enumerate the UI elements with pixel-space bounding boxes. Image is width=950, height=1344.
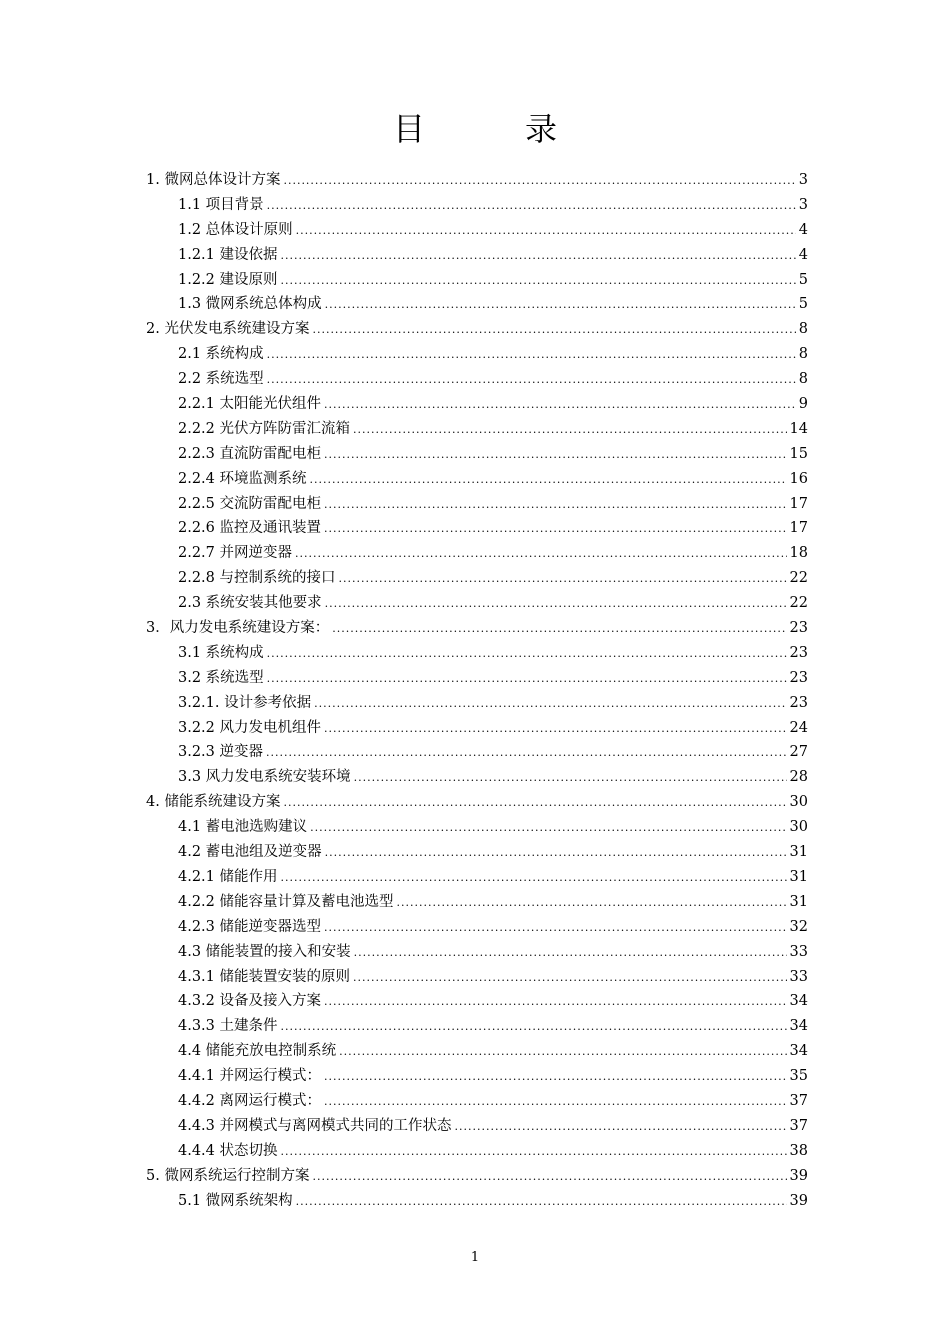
toc-entry-page: 5 [798,296,808,313]
toc-dot-leader [312,1165,786,1190]
toc-entry-page: 17 [789,495,808,512]
toc-dot-leader [310,816,786,841]
toc-entry-label: 2.2.3 直流防雷配电柜 [178,445,322,462]
toc-entry-page: 14 [789,420,808,437]
toc-dot-leader [397,891,787,916]
toc-dot-leader [296,219,796,244]
toc-entry[interactable] [146,317,808,342]
toc-entry[interactable] [146,292,808,317]
toc-entry-label: 3.2 系统选型 [178,669,264,686]
toc-dot-leader [354,766,787,791]
toc-entry-page: 23 [789,694,808,711]
toc-entry-label: 3.1 系统构成 [178,644,264,661]
toc-entry[interactable] [146,940,808,965]
toc-entry-page: 31 [789,844,808,861]
toc-entry[interactable] [146,1189,808,1214]
toc-entry-label: 2.2.4 环境监测系统 [178,470,307,487]
toc-entry[interactable] [146,691,808,716]
toc-entry-page: 30 [789,819,808,836]
page-title: 目 录 [392,110,591,148]
toc-dot-leader [295,542,787,567]
toc-entry[interactable] [146,218,808,243]
toc-entry-label: 2.2.7 并网逆变器 [178,545,293,562]
toc-entry[interactable] [146,666,808,691]
toc-entry-page: 18 [789,545,808,562]
toc-entry-page: 22 [789,595,808,612]
toc-entry-page: 39 [789,1192,808,1209]
toc-entry-label: 3.2.2 风力发电机组件 [178,719,322,736]
toc-entry-label: 4.3.1 储能装置安装的原则 [178,968,351,985]
toc-entry[interactable] [146,342,808,367]
toc-dot-leader [324,443,787,468]
toc-dot-leader [324,717,787,742]
toc-dot-leader [296,1190,787,1215]
toc-dot-leader [354,941,787,966]
toc-entry-label: 4.1 蓄电池选购建议 [178,819,308,836]
toc-entry-label: 4.3.2 设备及接入方案 [178,993,322,1010]
toc-entry[interactable] [146,815,808,840]
toc-dot-leader [283,169,795,194]
toc-entry-page: 37 [789,1092,808,1109]
toc-dot-leader [281,1015,787,1040]
toc-entry-page: 39 [789,1167,808,1184]
toc-entry[interactable] [146,616,808,641]
toc-entry-page: 32 [789,918,808,935]
toc-entry-page: 33 [789,968,808,985]
toc-entry[interactable] [146,1164,808,1189]
toc-dot-leader [324,990,787,1015]
toc-entry-label: 4. 储能系统建设方案 [146,794,281,811]
toc-dot-leader [324,916,787,941]
toc-entry[interactable] [146,516,808,541]
toc-entry[interactable] [146,965,808,990]
toc-entry-page: 8 [798,371,808,388]
toc-entry-label: 5. 微网系统运行控制方案 [146,1167,310,1184]
toc-entry-label: 1.2.1 建设依据 [178,246,278,263]
toc-entry[interactable] [146,790,808,815]
toc-entry-label: 2.2.6 监控及通讯装置 [178,520,322,537]
toc-dot-leader [267,368,796,393]
toc-entry-page: 38 [789,1142,808,1159]
toc-entry-label: 4.2.2 储能容量计算及蓄电池选型 [178,893,394,910]
toc-entry-page: 9 [798,396,808,413]
toc-dot-leader [324,393,796,418]
toc-entry-page: 31 [789,868,808,885]
toc-entry[interactable] [146,566,808,591]
toc-entry-page: 35 [789,1068,808,1085]
toc-entry[interactable] [146,915,808,940]
toc-entry-page: 30 [789,794,808,811]
toc-entry[interactable] [146,1114,808,1139]
toc-entry-label: 4.4 储能充放电控制系统 [178,1043,337,1060]
toc-entry-label: 2. 光伏发电系统建设方案 [146,321,310,338]
toc-entry[interactable] [146,716,808,741]
toc-entry-page: 34 [789,1018,808,1035]
toc-entry-label: 5.1 微网系统架构 [178,1192,293,1209]
toc-dot-leader [267,642,787,667]
toc-entry-page: 3 [798,172,808,188]
toc-dot-leader [325,293,796,318]
toc-entry-page: 33 [789,943,808,960]
toc-entry-label: 1. 微网总体设计方案 [146,172,281,188]
toc-entry-label: 4.3 储能装置的接入和安装 [178,943,351,960]
toc-entry-label: 3.2.1. 设计参考依据 [178,694,312,711]
toc-entry[interactable] [146,591,808,616]
toc-dot-leader [324,493,787,518]
toc-dot-leader [353,418,787,443]
toc-entry[interactable] [146,268,808,293]
toc-dot-leader [281,1140,787,1165]
toc-dot-leader [266,741,787,766]
toc-entry[interactable] [146,417,808,442]
toc-entry-label: 2.1 系统构成 [178,346,264,363]
toc-entry[interactable] [146,1014,808,1039]
toc-dot-leader [310,468,787,493]
toc-entry[interactable] [146,392,808,417]
toc-dot-leader [353,966,787,991]
toc-entry-page: 16 [789,470,808,487]
toc-entry[interactable] [146,765,808,790]
toc-entry-label: 4.2.1 储能作用 [178,868,278,885]
toc-entry[interactable] [146,890,808,915]
toc-entry-page: 22 [789,570,808,587]
toc-entry-label: 4.4.3 并网模式与离网模式共同的工作状态 [178,1117,452,1134]
toc-entry-label: 1.2 总体设计原则 [178,221,293,238]
toc-entry-label: 2.2.5 交流防雷配电柜 [178,495,322,512]
toc-entry[interactable] [146,1039,808,1064]
toc-dot-leader [339,567,787,592]
toc-dot-leader [267,194,796,219]
toc-entry[interactable] [146,840,808,865]
toc-dot-leader [281,269,796,294]
toc-entry-page: 4 [798,221,808,238]
toc-entry-label: 3.2.3 逆变器 [178,744,264,761]
toc-entry[interactable] [146,541,808,566]
toc-entry-page: 23 [789,620,808,637]
toc-entry[interactable] [146,1139,808,1164]
toc-entry-page: 23 [789,669,808,686]
toc-entry-page: 17 [789,520,808,537]
toc-entry-label: 4.2 蓄电池组及逆变器 [178,844,322,861]
toc-entry[interactable] [146,467,808,492]
toc-dot-leader [267,667,787,692]
toc-entry[interactable] [146,1064,808,1089]
toc-entry[interactable] [146,641,808,666]
toc-entry[interactable] [146,168,808,193]
toc-entry[interactable] [146,367,808,392]
toc-entry-label: 4.3.3 土建条件 [178,1018,278,1035]
toc-dot-leader [332,617,786,642]
toc-entry-page: 24 [789,719,808,736]
toc-entry-label: 1.1 项目背景 [178,196,264,213]
toc-entry-page: 3 [798,196,808,213]
toc-dot-leader [324,1065,787,1090]
toc-entry-page: 8 [798,346,808,363]
toc-entry-label: 4.4.1 并网运行模式： [178,1068,322,1085]
toc-entry-page: 34 [789,993,808,1010]
toc-entry[interactable] [146,243,808,268]
toc-dot-leader [339,1040,786,1065]
toc-dot-leader [281,866,787,891]
toc-entry-page: 28 [789,769,808,786]
toc-entry-page: 8 [798,321,808,338]
toc-dot-leader [324,1090,787,1115]
toc-entry-label: 2.2.1 太阳能光伏组件 [178,396,322,413]
toc-dot-leader [281,244,796,269]
toc-dot-leader [314,692,786,717]
toc-entry[interactable] [146,865,808,890]
toc-entry-label: 2.2.8 与控制系统的接口 [178,570,336,587]
toc-entry-label: 4.2.3 储能逆变器选型 [178,918,322,935]
toc-entry-label: 2.3 系统安装其他要求 [178,595,322,612]
toc-entry-page: 23 [789,644,808,661]
toc-dot-leader [312,318,795,343]
toc-entry[interactable] [146,740,808,765]
toc-entry[interactable] [146,442,808,467]
toc-entry-label: 4.4.4 状态切换 [178,1142,278,1159]
toc-entry-page: 37 [789,1117,808,1134]
toc-entry[interactable] [146,989,808,1014]
toc-entry-label: 2.2 系统选型 [178,371,264,388]
toc-dot-leader [283,791,786,816]
toc-dot-leader [325,841,787,866]
toc-dot-leader [324,517,787,542]
toc-dot-leader [325,592,787,617]
toc-entry-label: 3．风力发电系统建设方案： [146,620,330,637]
toc-entry[interactable] [146,193,808,218]
toc-entry-page: 34 [789,1043,808,1060]
toc-entry-label: 4.4.2 离网运行模式： [178,1092,322,1109]
toc-entry[interactable] [146,492,808,517]
toc-entry-label: 3.3 风力发电系统安装环境 [178,769,351,786]
toc-dot-leader [267,343,796,368]
toc-dot-leader [455,1115,787,1140]
toc-entry-label: 1.2.2 建设原则 [178,271,278,288]
toc-entry-page: 5 [798,271,808,288]
toc-entry-page: 15 [789,445,808,462]
table-of-contents [146,168,808,1213]
toc-entry-page: 31 [789,893,808,910]
toc-entry-label: 1.3 微网系统总体构成 [178,296,322,313]
toc-entry[interactable] [146,1089,808,1114]
toc-entry-label: 2.2.2 光伏方阵防雷汇流箱 [178,420,351,437]
page-number: 1 [470,1250,480,1265]
toc-entry-page: 4 [798,246,808,263]
toc-entry-page: 27 [789,744,808,761]
